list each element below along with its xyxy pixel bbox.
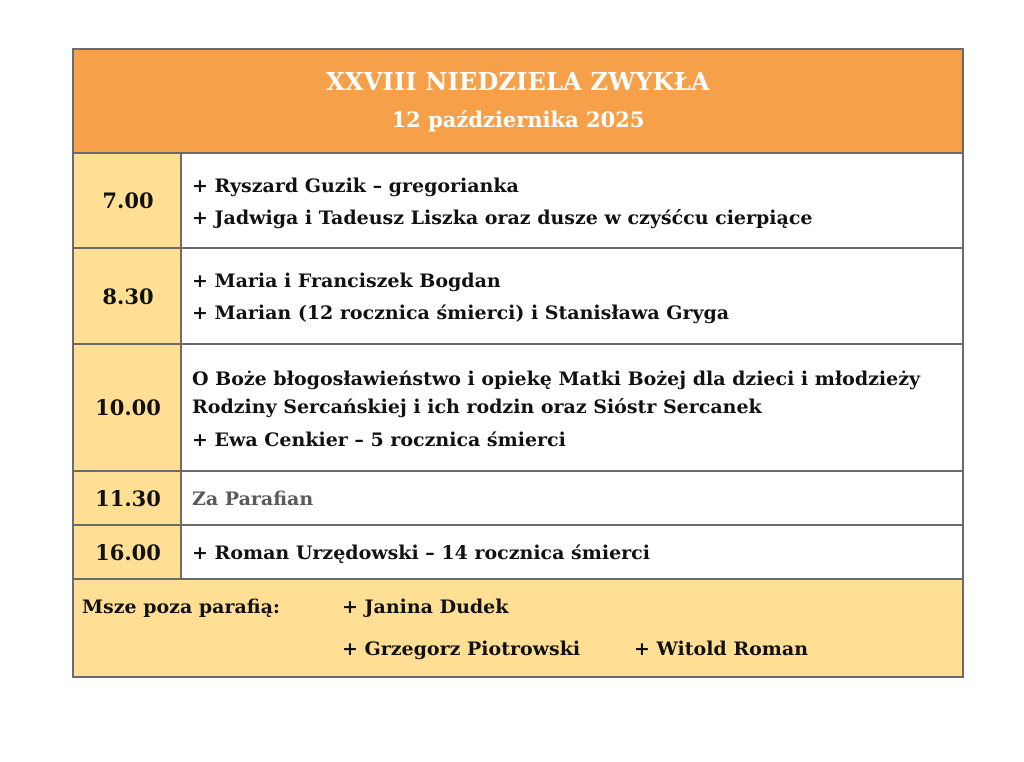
mass-intentions xyxy=(182,249,962,343)
external-mass-item: + Witold Roman xyxy=(634,638,809,660)
external-masses-label: Msze poza parafią: xyxy=(82,596,280,618)
mass-intentions xyxy=(182,472,962,524)
intention-item: O Boże błogosławieństwo i opiekę Matki Bożej dla dzieci i młodzieży Rodziny Sercańskiej i ich rodzin oraz Sióstr Sercanek xyxy=(192,367,921,418)
intention-item: + Ryszard Guzik – gregorianka xyxy=(192,174,519,197)
intention-item: + Maria i Franciszek Bogdan xyxy=(192,270,501,292)
intention-item: Za Parafian xyxy=(192,488,314,510)
intention-item: + Marian (12 rocznica śmierci) i Stanisława Gryga xyxy=(192,302,730,324)
mass-time: 8.30 xyxy=(74,249,182,343)
mass-intentions xyxy=(182,154,962,247)
intention-item: + Jadwiga i Tadeusz Liszka oraz dusze w czyśćcu cierpiące xyxy=(192,206,813,229)
external-mass-item: + Grzegorz Piotrowski xyxy=(342,638,581,660)
mass-time: 7.00 xyxy=(74,154,182,247)
mass-time: 16.00 xyxy=(74,526,182,578)
mass-row-1600 xyxy=(74,526,962,580)
mass-intentions-table xyxy=(72,48,964,678)
table-header xyxy=(74,50,962,154)
mass-time: 11.30 xyxy=(74,472,182,524)
intention-item: + Roman Urzędowski – 14 rocznica śmierci xyxy=(192,542,650,564)
mass-intentions xyxy=(182,526,962,578)
mass-time: 10.00 xyxy=(74,345,182,470)
mass-intentions xyxy=(182,345,962,470)
mass-row-1130 xyxy=(74,472,962,526)
mass-row-1000 xyxy=(74,345,962,472)
external-mass-item: + Janina Dudek xyxy=(342,596,509,618)
sunday-title: XXVIII NIEDZIELA ZWYKŁA xyxy=(326,67,710,96)
external-masses xyxy=(74,580,962,676)
intention-item: + Ewa Cenkier – 5 rocznica śmierci xyxy=(192,428,566,451)
sunday-date: 12 października 2025 xyxy=(391,107,645,132)
mass-row-0830 xyxy=(74,249,962,345)
mass-row-0700 xyxy=(74,154,962,249)
